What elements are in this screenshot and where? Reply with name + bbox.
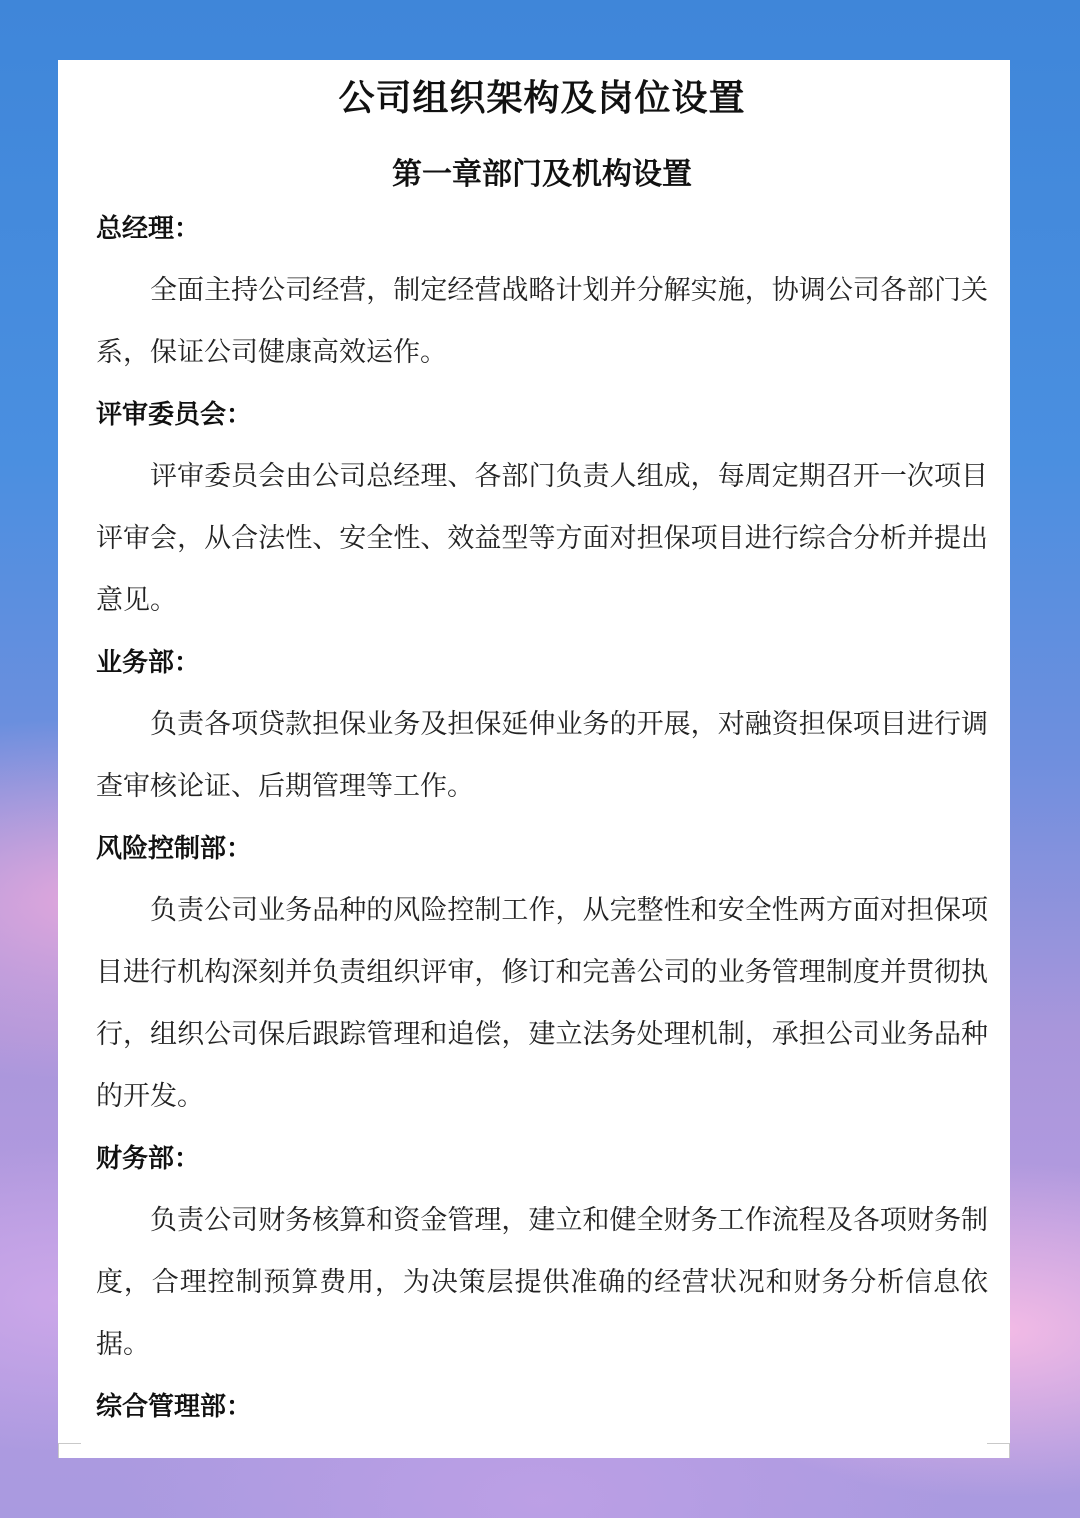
- section-paragraph: 评审委员会由公司总经理、各部门负责人组成，每周定期召开一次项目评审会，从合法性、安全性、效益型等方面对担保项目进行综合分析并提出意见。: [96, 461, 988, 616]
- section-heading: 总经理：: [96, 214, 201, 244]
- section-heading: 风险控制部：: [96, 834, 253, 864]
- chapter-heading: 第一章部门及机构设置: [392, 157, 692, 192]
- document-title: 公司组织架构及岗位设置: [338, 78, 746, 119]
- page-corner-mark: [987, 1443, 1010, 1458]
- section-heading: 综合管理部：: [96, 1392, 253, 1422]
- section-risk-control-dept: [96, 818, 988, 1128]
- section-heading: 业务部：: [96, 648, 201, 678]
- section-paragraph: 负责各项贷款担保业务及担保延伸业务的开展，对融资担保项目进行调查审核论证、后期管理等工作。: [96, 709, 988, 802]
- section-paragraph: 全面主持公司经营，制定经营战略计划并分解实施，协调公司各部门关系，保证公司健康高效运作。: [96, 275, 988, 368]
- section-business-dept: [96, 632, 988, 818]
- section-heading: 财务部：: [96, 1144, 201, 1174]
- section-paragraph: 负责公司财务核算和资金管理，建立和健全财务工作流程及各项财务制度，合理控制预算费用，为决策层提供准确的经营状况和财务分析信息依据。: [96, 1205, 988, 1360]
- page-corner-mark: [58, 1443, 81, 1458]
- section-general-admin-dept: [96, 1376, 988, 1438]
- document-page: [58, 60, 1010, 1458]
- section-finance-dept: [96, 1128, 988, 1376]
- section-paragraph: 负责公司业务品种的风险控制工作，从完整性和安全性两方面对担保项目进行机构深刻并负责组织评审，修订和完善公司的业务管理制度并贯彻执行，组织公司保后跟踪管理和追偿，建立法务处理机制，承担公司业务品种的开发。: [96, 895, 988, 1112]
- section-general-manager: [96, 198, 988, 384]
- section-heading: 评审委员会：: [96, 400, 253, 430]
- section-review-committee: [96, 384, 988, 632]
